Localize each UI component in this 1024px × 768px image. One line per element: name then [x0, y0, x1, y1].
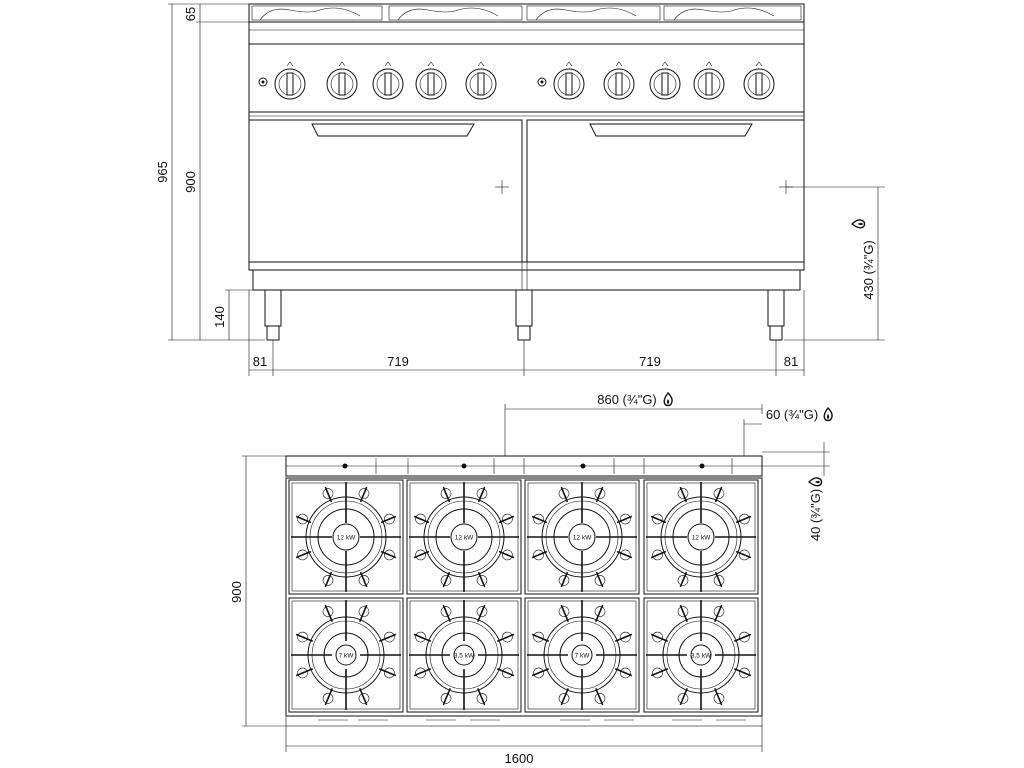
knob-icon — [554, 62, 584, 99]
knob-icon — [744, 62, 774, 99]
dim-860-label: 860 (¾"G) — [597, 392, 657, 407]
dim-gas-offset — [505, 392, 762, 456]
burner — [407, 480, 521, 594]
burner — [644, 480, 758, 594]
dim-719-left-label: 719 — [387, 354, 409, 369]
burner-power-label: 3,5 kW — [453, 652, 475, 660]
dim-719-right-label: 719 — [639, 354, 661, 369]
oven-door-right — [527, 120, 804, 262]
knob-icon — [373, 62, 403, 99]
dim-depth-label: 900 — [229, 581, 244, 603]
rail-bolt — [462, 464, 467, 469]
burner-power-label: 12 kW — [691, 534, 711, 542]
front-view — [155, 4, 885, 376]
ignition-icon — [538, 78, 546, 86]
dim-81-left-label: 81 — [252, 354, 268, 369]
burner — [289, 480, 403, 594]
burner-power-label: 3,5 kW — [690, 652, 712, 660]
rail-bolt — [581, 464, 586, 469]
back-rail — [286, 456, 762, 476]
ignition-icon — [259, 78, 267, 86]
dim-width — [286, 726, 762, 766]
flame-icon — [809, 478, 822, 486]
burner — [525, 598, 639, 712]
knob-icon — [466, 62, 496, 99]
dim-430-label: 430 (¾"G) — [861, 240, 876, 300]
control-knobs — [259, 62, 774, 99]
burner — [525, 480, 639, 594]
flame-icon — [824, 408, 832, 421]
dim-leg-height — [212, 290, 265, 340]
burner-grid — [289, 480, 758, 712]
rail-bolt — [343, 464, 348, 469]
dim-depth — [229, 456, 286, 726]
burner-power-label: 12 kW — [454, 534, 474, 542]
dim-horizontal-front — [249, 290, 804, 376]
knob-icon — [604, 62, 634, 99]
burner — [644, 598, 758, 712]
knob-icon — [416, 62, 446, 99]
dim-40-label: 40 (¾"G) — [808, 488, 823, 542]
dim-60-label: 60 (¾"G) — [765, 407, 819, 422]
dim-gas-offset-right — [744, 407, 832, 456]
door-handle-left — [312, 124, 474, 136]
oven-door-left — [249, 120, 522, 262]
rail-bolt — [700, 464, 705, 469]
legs — [265, 290, 784, 340]
top-grates — [249, 4, 804, 22]
knob-icon — [275, 62, 305, 99]
front-strip — [286, 716, 762, 726]
dim-81-right-label: 81 — [783, 354, 799, 369]
burner — [407, 598, 521, 712]
knob-icon — [694, 62, 724, 99]
dim-gas-height — [784, 187, 885, 340]
flame-icon — [664, 393, 672, 406]
knob-icon — [650, 62, 680, 99]
dim-width-label: 1600 — [504, 751, 534, 766]
top-view — [229, 392, 832, 766]
dim-965-label: 965 — [155, 161, 170, 183]
dim-900-label: 900 — [183, 171, 198, 193]
dim-65-label: 65 — [183, 6, 198, 22]
burner-power-label: 7 kW — [338, 652, 354, 660]
dim-140-label: 140 — [212, 306, 227, 328]
burner-power-label: 12 kW — [336, 534, 356, 542]
door-handle-right — [590, 124, 752, 136]
hob-top — [286, 478, 762, 716]
flame-icon — [852, 220, 865, 228]
burner-power-label: 7 kW — [574, 652, 590, 660]
dim-body-height — [183, 4, 249, 340]
knob-icon — [327, 62, 357, 99]
burner-power-label: 12 kW — [572, 534, 592, 542]
dim-gas-offset-depth — [762, 442, 830, 541]
burner — [289, 598, 403, 712]
